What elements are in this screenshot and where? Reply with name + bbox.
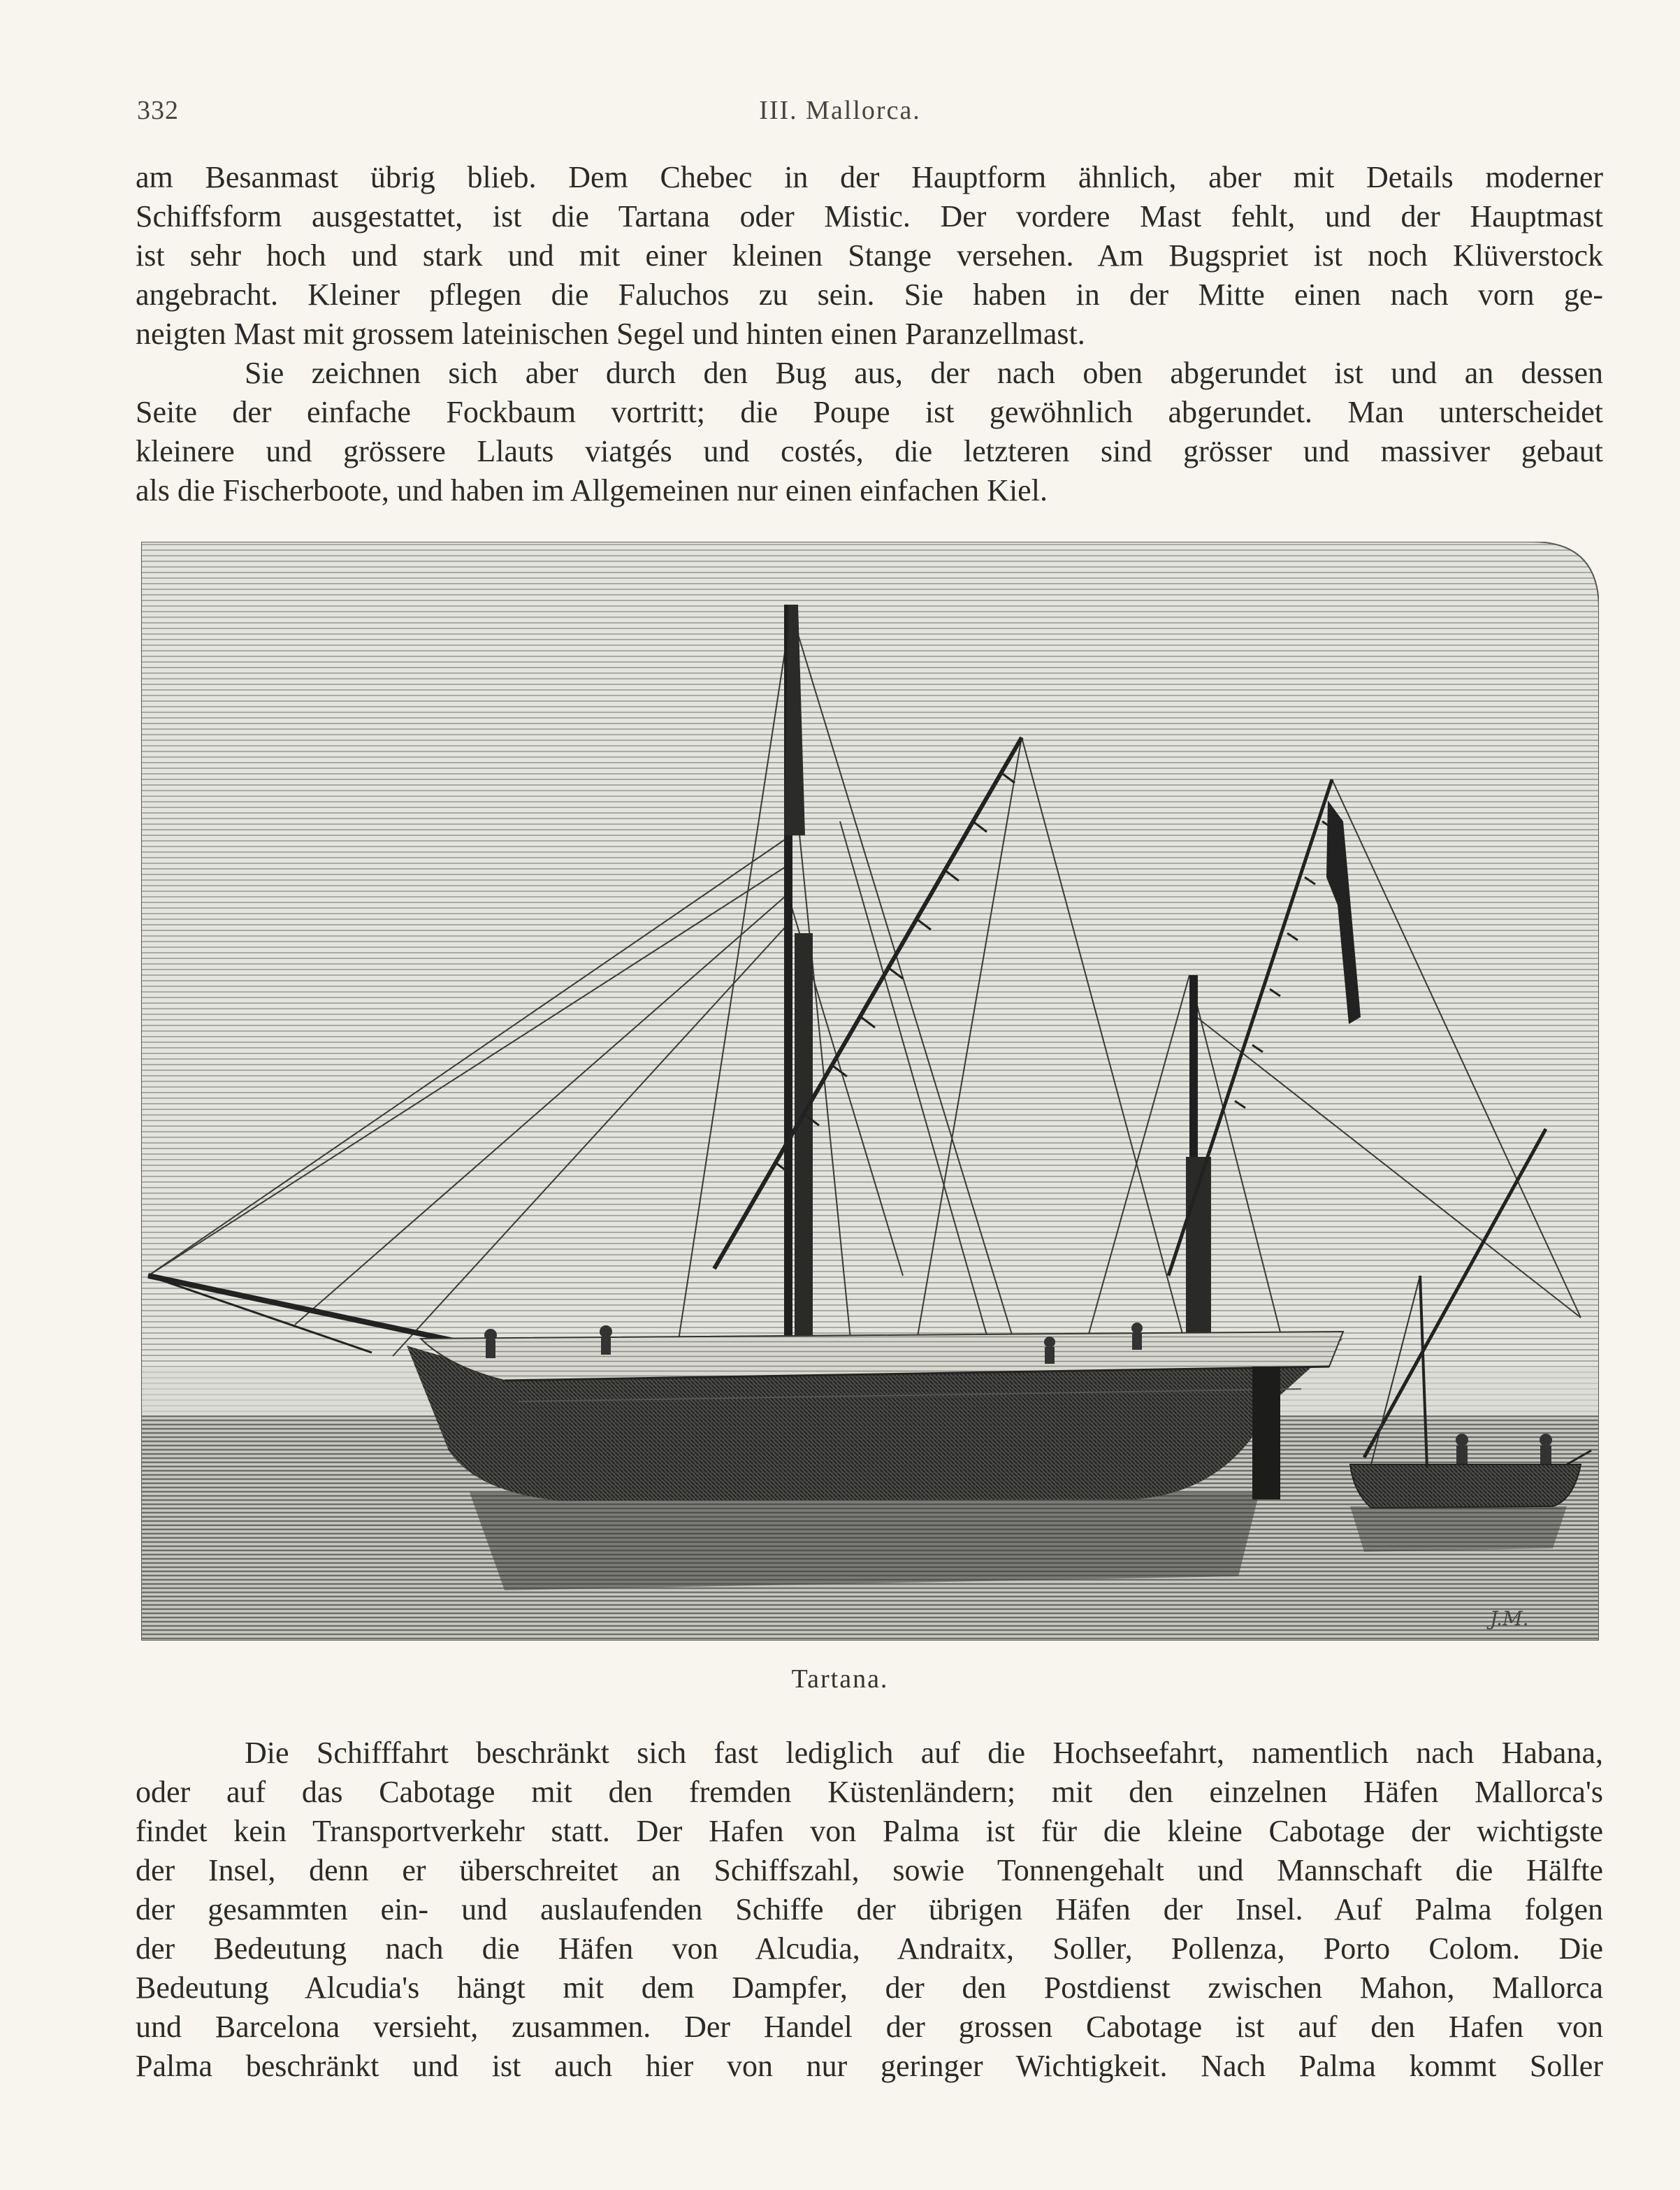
engraver-signature: J.M. xyxy=(1490,1607,1529,1630)
tartana-illustration xyxy=(141,542,1599,1641)
text-line: der Bedeutung nach die Häfen von Alcudia, Andraitx, Soller, Pollenza, Porto Colom. Die xyxy=(136,1931,1603,1966)
text-line: Sie zeichnen sich aber durch den Bug aus, der nach oben abgerundet ist und an dessen xyxy=(245,356,1603,390)
sky xyxy=(141,542,1599,1415)
figure-caption: Tartana. xyxy=(791,1664,889,1694)
text-line: als die Fischerboote, und haben im Allgemeinen nur einen einfachen Kiel. xyxy=(136,473,1048,507)
text-line: und Barcelona versieht, zusammen. Der Handel der grossen Cabotage ist auf den Hafen von xyxy=(136,2010,1603,2044)
text-line: Bedeutung Alcudia's hängt mit dem Dampfer, der den Postdienst zwischen Mahon, Mallorca xyxy=(136,1971,1603,2005)
text-line: Die Schifffahrt beschränkt sich fast lediglich auf die Hochseefahrt, namentlich nach Habana, xyxy=(245,1736,1603,1770)
text-line: oder auf das Cabotage mit den fremden Küstenländern; mit den einzelnen Häfen Mallorca's xyxy=(136,1775,1603,1809)
text-line: der gesammten ein- und auslaufenden Schiffe der übrigen Häfen der Insel. Auf Palma folgen xyxy=(136,1892,1603,1926)
text-line: angebracht. Kleiner pflegen die Faluchos zu sein. Sie haben in der Mitte einen nach vorn ge- xyxy=(136,278,1603,312)
text-line: kleinere und grössere Llauts viatgés und costés, die letzteren sind grösser und massiver gebaut xyxy=(136,434,1603,468)
text-line: Schiffsform ausgestattet, ist die Tartana oder Mistic. Der vordere Mast fehlt, und der Hauptmast xyxy=(136,199,1603,233)
text-line: Palma beschränkt und ist auch hier von nur geringer Wichtigkeit. Nach Palma kommt Soller xyxy=(136,2049,1603,2083)
running-head: III. Mallorca. xyxy=(759,96,921,125)
text-line: neigten Mast mit grossem lateinischen Segel und hinten einen Paranzellmast. xyxy=(136,317,1085,351)
paragraph-bottom xyxy=(136,1734,1603,2086)
text-line: Seite der einfache Fockbaum vortritt; die Poupe ist gewöhnlich abgerundet. Man unterscheidet xyxy=(136,395,1603,429)
text-line: am Besanmast übrig blieb. Dem Chebec in der Hauptform ähnlich, aber mit Details moderner xyxy=(136,160,1603,194)
ship-hull xyxy=(407,1323,1343,1501)
text-line: ist sehr hoch und stark und mit einer kleinen Stange versehen. Am Bugspriet ist noch Klüverstock xyxy=(136,238,1603,273)
paragraph-top xyxy=(136,158,1603,510)
text-line: findet kein Transportverkehr statt. Der Hafen von Palma ist für die kleine Cabotage der wichtigste xyxy=(136,1814,1603,1848)
page-number: 332 xyxy=(137,96,179,125)
text-line: der Insel, denn er überschreitet an Schiffszahl, sowie Tonnengehalt und Mannschaft die Hälfte xyxy=(136,1853,1603,1887)
